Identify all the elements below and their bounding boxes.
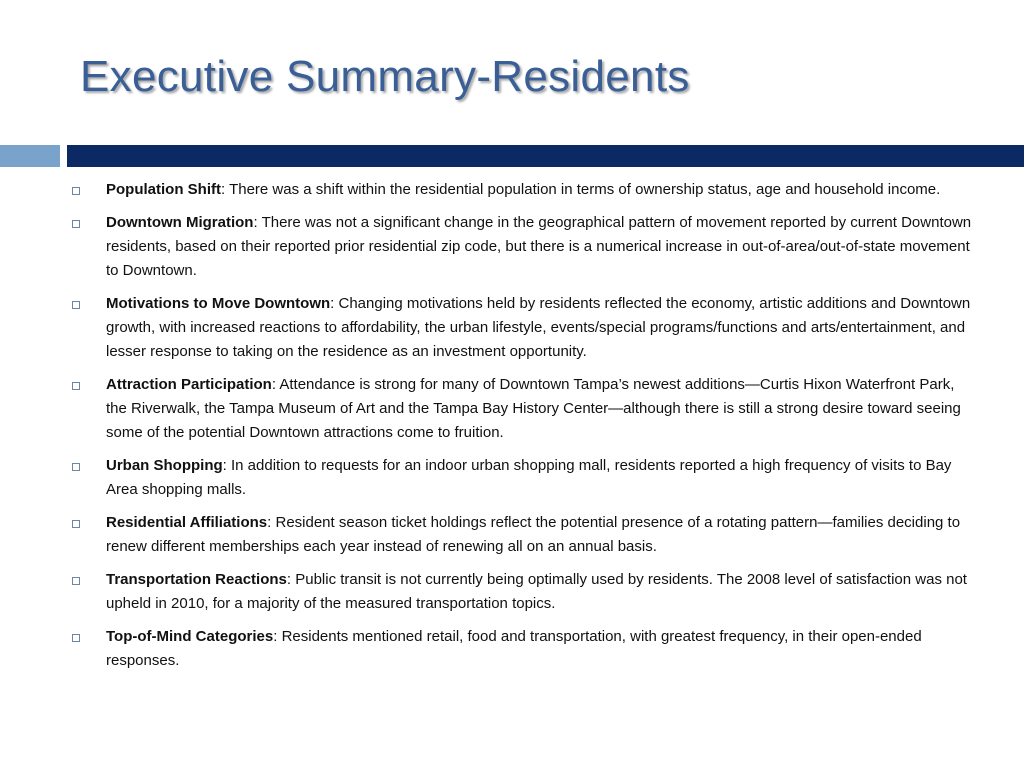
bullet-term: Transportation Reactions bbox=[106, 571, 287, 588]
bullet-list bbox=[72, 178, 977, 682]
bullet-text: Changing motivations held by residents reflected the economy, artistic additions and Downtown growth, with increased reactions to affordability, the urban lifestyle, events/special programs/functions and arts/entertainment, and lesser response to taking on the residence as an investment opportunity. bbox=[106, 295, 971, 360]
bullet-item-attraction-participation bbox=[72, 373, 977, 445]
bullet-separator: : bbox=[220, 181, 230, 198]
bullet-term: Urban Shopping bbox=[106, 457, 223, 474]
bullet-separator: : bbox=[286, 571, 296, 588]
square-bullet-icon bbox=[72, 634, 80, 642]
square-bullet-icon bbox=[72, 577, 80, 585]
bullet-text: There was a shift within the residential population in terms of ownership status, age and household income. bbox=[229, 181, 941, 198]
slide-title: Executive Summary-Residents bbox=[80, 52, 690, 101]
bullet-item-top-of-mind bbox=[72, 625, 977, 673]
bullet-term: Attraction Participation bbox=[106, 376, 272, 393]
bullet-term: Residential Affiliations bbox=[106, 514, 268, 531]
accent-band-dark bbox=[67, 145, 1024, 167]
bullet-separator: : bbox=[253, 214, 262, 231]
square-bullet-icon bbox=[72, 520, 80, 528]
bullet-item-downtown-migration bbox=[72, 211, 977, 283]
bullet-separator: : bbox=[222, 457, 231, 474]
bullet-text: There was not a significant change in the geographical pattern of movement reported by current Downtown residents, based on their reported prior residential zip code, but there is a numerical increase in out-of-area/out-of-state movement to Downtown. bbox=[106, 214, 972, 279]
accent-band-light bbox=[0, 145, 60, 167]
bullet-separator: : bbox=[271, 376, 280, 393]
bullet-term: Top-of-Mind Categories bbox=[106, 628, 274, 645]
square-bullet-icon bbox=[72, 220, 80, 228]
bullet-term: Population Shift bbox=[106, 181, 221, 198]
bullet-text: Resident season ticket holdings reflect the potential presence of a rotating pattern—families deciding to renew different memberships each year instead of renewing all on an annual basis. bbox=[106, 514, 961, 555]
bullet-separator: : bbox=[273, 628, 282, 645]
square-bullet-icon bbox=[72, 187, 80, 195]
bullet-text: Residents mentioned retail, food and transportation, with greatest frequency, in their open-ended responses. bbox=[106, 628, 922, 669]
square-bullet-icon bbox=[72, 382, 80, 390]
bullet-item-population-shift bbox=[72, 178, 977, 202]
bullet-item-residential-affiliations bbox=[72, 511, 977, 559]
bullet-separator: : bbox=[330, 295, 339, 312]
bullet-text: In addition to requests for an indoor urban shopping mall, residents reported a high frequency of visits to Bay Area shopping malls. bbox=[106, 457, 952, 498]
bullet-term: Motivations to Move Downtown bbox=[106, 295, 331, 312]
bullet-separator: : bbox=[267, 514, 276, 531]
square-bullet-icon bbox=[72, 463, 80, 471]
bullet-text: Attendance is strong for many of Downtown Tampa’s newest additions—Curtis Hixon Waterfront Park, the Riverwalk, the Tampa Museum of Art and the Tampa Bay History Center—although there is still a strong desire toward seeing some of the potential Downtown attractions come to fruition. bbox=[106, 376, 961, 441]
square-bullet-icon bbox=[72, 301, 80, 309]
bullet-item-urban-shopping bbox=[72, 454, 977, 502]
bullet-item-transportation-reactions bbox=[72, 568, 977, 616]
bullet-text: Public transit is not currently being optimally used by residents. The 2008 level of satisfaction was not upheld in 2010, for a majority of the measured transportation topics. bbox=[106, 571, 967, 612]
bullet-item-motivations bbox=[72, 292, 977, 364]
bullet-term: Downtown Migration bbox=[106, 214, 254, 231]
